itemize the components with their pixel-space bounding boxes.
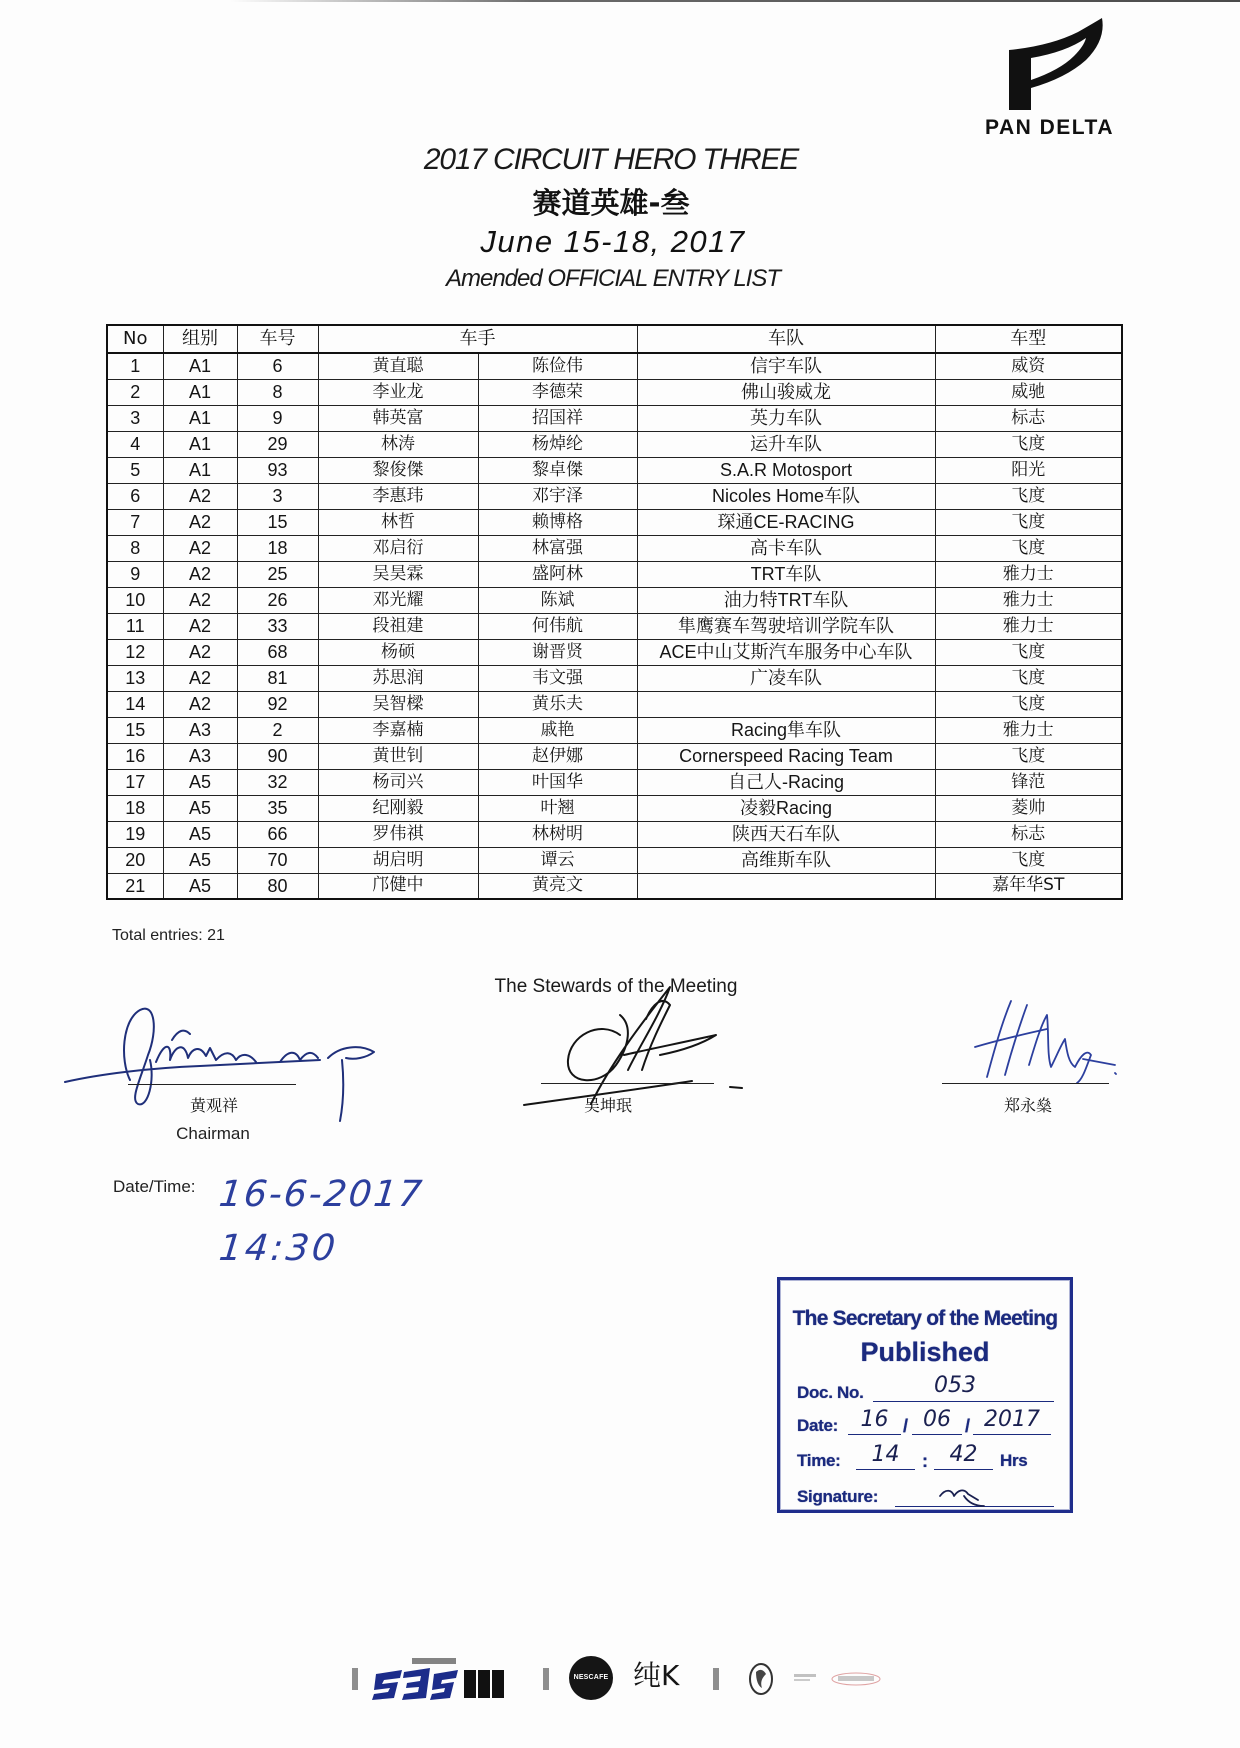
cell-no: 12 bbox=[107, 639, 163, 665]
cell-car-no: 8 bbox=[237, 379, 318, 405]
cell-driver1: 黄世钊 bbox=[318, 743, 478, 769]
chairman-name: 黄观祥 bbox=[189, 1096, 238, 1115]
cell-driver2: 招国祥 bbox=[478, 405, 637, 431]
steward-2-name: 吴坤珉 bbox=[583, 1096, 632, 1115]
col-header-car-no: 车号 bbox=[237, 325, 318, 353]
cell-car-no: 35 bbox=[237, 795, 318, 821]
cell-driver2: 赖博格 bbox=[478, 509, 637, 535]
cell-team: 高卡车队 bbox=[637, 535, 935, 561]
cell-driver1: 吴昊霖 bbox=[318, 561, 478, 587]
cell-car-no: 66 bbox=[237, 821, 318, 847]
stamp-time-separator: : bbox=[922, 1451, 928, 1471]
table-row bbox=[107, 379, 1122, 405]
cell-group: A2 bbox=[163, 691, 237, 717]
stamp-date-month-line bbox=[912, 1434, 962, 1435]
cell-driver2: 黄亮文 bbox=[478, 873, 637, 899]
table-row bbox=[107, 405, 1122, 431]
cell-team: 佛山骏威龙 bbox=[637, 379, 935, 405]
cell-driver2: 李德荣 bbox=[478, 379, 637, 405]
table-row bbox=[107, 795, 1122, 821]
cell-driver1: 邝健中 bbox=[318, 873, 478, 899]
cell-group: A2 bbox=[163, 509, 237, 535]
cell-driver2: 邓宇泽 bbox=[478, 483, 637, 509]
steward-3-signature-line bbox=[942, 1083, 1109, 1084]
cell-model: 嘉年华ST bbox=[935, 873, 1122, 899]
chairman-signature-line bbox=[128, 1084, 296, 1085]
cell-model: 飞度 bbox=[935, 509, 1122, 535]
cell-no: 6 bbox=[107, 483, 163, 509]
cell-driver2: 黎卓傑 bbox=[478, 457, 637, 483]
cell-no: 4 bbox=[107, 431, 163, 457]
cell-driver1: 邓启衍 bbox=[318, 535, 478, 561]
cell-model: 飞度 bbox=[935, 691, 1122, 717]
cell-no: 9 bbox=[107, 561, 163, 587]
cell-driver1: 段祖建 bbox=[318, 613, 478, 639]
k-brand-logo: 纯K bbox=[633, 1659, 680, 1692]
scan-edge-line bbox=[230, 0, 1240, 2]
table-row bbox=[107, 847, 1122, 873]
cell-model: 飞度 bbox=[935, 535, 1122, 561]
cell-car-no: 81 bbox=[237, 665, 318, 691]
handwritten-time: 14:30 bbox=[217, 1228, 341, 1269]
table-row bbox=[107, 873, 1122, 899]
cell-no: 8 bbox=[107, 535, 163, 561]
event-title-chinese: 赛道英雄-叁 bbox=[532, 186, 690, 220]
cell-driver2: 林富强 bbox=[478, 535, 637, 561]
cell-group: A3 bbox=[163, 717, 237, 743]
event-date: June 15-18, 2017 bbox=[480, 224, 746, 259]
cell-driver2: 黄乐夫 bbox=[478, 691, 637, 717]
cell-driver2: 戚艳 bbox=[478, 717, 637, 743]
cell-team bbox=[637, 873, 935, 899]
cell-driver2: 林树明 bbox=[478, 821, 637, 847]
cell-car-no: 15 bbox=[237, 509, 318, 535]
cell-group: A2 bbox=[163, 561, 237, 587]
stamp-status: Published bbox=[860, 1337, 990, 1367]
cell-no: 10 bbox=[107, 587, 163, 613]
stamp-date-year: 2017 bbox=[984, 1407, 1040, 1432]
cell-no: 17 bbox=[107, 769, 163, 795]
cell-driver2: 陈俭伟 bbox=[478, 353, 637, 379]
stamp-time-minute-line bbox=[934, 1469, 993, 1470]
cell-team: Cornerspeed Racing Team bbox=[637, 743, 935, 769]
stamp-date-label: Date: bbox=[797, 1416, 839, 1435]
cell-driver1: 李惠玮 bbox=[318, 483, 478, 509]
table-row bbox=[107, 483, 1122, 509]
cell-car-no: 29 bbox=[237, 431, 318, 457]
sponsor-logo-1-tagline bbox=[412, 1658, 456, 1664]
cell-model: 雅力士 bbox=[935, 587, 1122, 613]
cell-group: A1 bbox=[163, 431, 237, 457]
steward-2-signature-stroke bbox=[524, 987, 742, 1105]
cell-model: 菱帅 bbox=[935, 795, 1122, 821]
cell-driver1: 李业龙 bbox=[318, 379, 478, 405]
cell-model: 威驰 bbox=[935, 379, 1122, 405]
steward-3-name: 郑永燊 bbox=[1003, 1096, 1052, 1115]
cell-group: A1 bbox=[163, 379, 237, 405]
cell-no: 1 bbox=[107, 353, 163, 379]
cell-team: 琛通CE-RACING bbox=[637, 509, 935, 535]
cell-group: A2 bbox=[163, 483, 237, 509]
cell-team bbox=[637, 691, 935, 717]
cell-team: 运升车队 bbox=[637, 431, 935, 457]
cell-team: S.A.R Motosport bbox=[637, 457, 935, 483]
stamp-time-hour: 14 bbox=[871, 1442, 900, 1467]
cell-car-no: 33 bbox=[237, 613, 318, 639]
stamp-doc-line bbox=[873, 1401, 1054, 1402]
table-row bbox=[107, 665, 1122, 691]
cell-team: TRT车队 bbox=[637, 561, 935, 587]
cell-car-no: 92 bbox=[237, 691, 318, 717]
sponsor-logo-1-letter-1 bbox=[372, 1670, 402, 1700]
table-row bbox=[107, 769, 1122, 795]
cell-group: A2 bbox=[163, 587, 237, 613]
cell-no: 15 bbox=[107, 717, 163, 743]
sponsor-tiny-mark bbox=[543, 1668, 549, 1690]
cell-model: 飞度 bbox=[935, 665, 1122, 691]
table-row bbox=[107, 639, 1122, 665]
stamp-doc-number: 053 bbox=[934, 1373, 976, 1398]
cell-model: 飞度 bbox=[935, 639, 1122, 665]
cell-driver2: 谭云 bbox=[478, 847, 637, 873]
cell-driver1: 黄直聪 bbox=[318, 353, 478, 379]
handwritten-date: 16-6-2017 bbox=[217, 1174, 426, 1215]
nescafe-logo: NESCAFE bbox=[569, 1656, 613, 1700]
cell-driver1: 林哲 bbox=[318, 509, 478, 535]
table-row bbox=[107, 561, 1122, 587]
cell-team: 英力车队 bbox=[637, 405, 935, 431]
stamp-date-month: 06 bbox=[923, 1407, 951, 1432]
cell-driver1: 苏思润 bbox=[318, 665, 478, 691]
cell-team: 自己人-Racing bbox=[637, 769, 935, 795]
table-row bbox=[107, 457, 1122, 483]
cell-team: 信宇车队 bbox=[637, 353, 935, 379]
cell-no: 13 bbox=[107, 665, 163, 691]
cell-model: 雅力士 bbox=[935, 613, 1122, 639]
cell-car-no: 93 bbox=[237, 457, 318, 483]
table-row bbox=[107, 717, 1122, 743]
sponsor-logo-1-letter-2 bbox=[402, 1668, 430, 1700]
col-header-model: 车型 bbox=[935, 325, 1122, 353]
steward-3-signature-stroke bbox=[975, 1001, 1116, 1083]
cell-model: 飞度 bbox=[935, 743, 1122, 769]
cell-driver1: 罗伟祺 bbox=[318, 821, 478, 847]
cell-driver2: 何伟航 bbox=[478, 613, 637, 639]
cell-car-no: 90 bbox=[237, 743, 318, 769]
table-row bbox=[107, 691, 1122, 717]
cell-no: 16 bbox=[107, 743, 163, 769]
cell-model: 飞度 bbox=[935, 483, 1122, 509]
cell-driver2: 谢晋贤 bbox=[478, 639, 637, 665]
cell-driver2: 盛阿林 bbox=[478, 561, 637, 587]
cell-team: 隼鹰赛车驾驶培训学院车队 bbox=[637, 613, 935, 639]
cell-group: A5 bbox=[163, 795, 237, 821]
cell-car-no: 70 bbox=[237, 847, 318, 873]
datetime-label: Date/Time: bbox=[113, 1177, 196, 1196]
col-header-drivers: 车手 bbox=[318, 325, 637, 353]
stamp-date-year-line bbox=[973, 1434, 1051, 1435]
cell-driver1: 纪刚毅 bbox=[318, 795, 478, 821]
table-row bbox=[107, 743, 1122, 769]
cell-driver2: 叶国华 bbox=[478, 769, 637, 795]
cell-car-no: 25 bbox=[237, 561, 318, 587]
stamp-time-hour-line bbox=[856, 1469, 915, 1470]
entry-list-table bbox=[106, 324, 1123, 900]
col-header-group: 组别 bbox=[163, 325, 237, 353]
stamp-date-day-line bbox=[848, 1434, 901, 1435]
sponsor-logo-1-glyph-1 bbox=[464, 1670, 476, 1698]
stamp-date-separator: / bbox=[903, 1416, 909, 1436]
cell-group: A5 bbox=[163, 769, 237, 795]
cell-group: A5 bbox=[163, 873, 237, 899]
cell-no: 19 bbox=[107, 821, 163, 847]
table-row bbox=[107, 353, 1122, 379]
cell-no: 5 bbox=[107, 457, 163, 483]
cell-driver1: 李嘉楠 bbox=[318, 717, 478, 743]
cell-model: 标志 bbox=[935, 405, 1122, 431]
cell-car-no: 6 bbox=[237, 353, 318, 379]
sponsor-logo-1-glyph-2 bbox=[478, 1670, 490, 1698]
cell-group: A2 bbox=[163, 665, 237, 691]
cell-model: 雅力士 bbox=[935, 561, 1122, 587]
logo-bar bbox=[1009, 50, 1031, 110]
cell-team: 广凌车队 bbox=[637, 665, 935, 691]
event-title: 2017 CIRCUIT HERO THREE bbox=[423, 143, 799, 176]
cell-no: 18 bbox=[107, 795, 163, 821]
col-header-no: No bbox=[107, 325, 163, 353]
cell-group: A1 bbox=[163, 353, 237, 379]
table-row bbox=[107, 613, 1122, 639]
cell-driver2: 赵伊娜 bbox=[478, 743, 637, 769]
cell-car-no: 9 bbox=[237, 405, 318, 431]
cell-model: 锋范 bbox=[935, 769, 1122, 795]
sponsor-logo-1 bbox=[372, 1656, 506, 1702]
cell-group: A2 bbox=[163, 639, 237, 665]
sponsor-emblem-logo bbox=[748, 1662, 774, 1696]
stamp-date-day: 16 bbox=[860, 1407, 889, 1432]
stewards-heading: The Stewards of the Meeting bbox=[494, 976, 738, 997]
cell-group: A5 bbox=[163, 847, 237, 873]
logo-wordmark: PAN DELTA bbox=[985, 116, 1114, 139]
cell-driver1: 杨硕 bbox=[318, 639, 478, 665]
cell-driver1: 黎俊傑 bbox=[318, 457, 478, 483]
cell-model: 阳光 bbox=[935, 457, 1122, 483]
stamp-date-separator: / bbox=[965, 1416, 971, 1436]
cell-car-no: 18 bbox=[237, 535, 318, 561]
cell-driver1: 杨司兴 bbox=[318, 769, 478, 795]
cell-driver1: 邓光耀 bbox=[318, 587, 478, 613]
table-row bbox=[107, 535, 1122, 561]
chairman-role: Chairman bbox=[176, 1124, 250, 1143]
cell-model: 飞度 bbox=[935, 847, 1122, 873]
sponsor-faint-mark bbox=[838, 1676, 874, 1681]
cell-team: Nicoles Home车队 bbox=[637, 483, 935, 509]
cell-driver1: 胡启明 bbox=[318, 847, 478, 873]
cell-model: 标志 bbox=[935, 821, 1122, 847]
cell-no: 21 bbox=[107, 873, 163, 899]
pan-delta-logo-mark bbox=[1000, 18, 1110, 110]
cell-group: A2 bbox=[163, 613, 237, 639]
cell-no: 7 bbox=[107, 509, 163, 535]
cell-no: 11 bbox=[107, 613, 163, 639]
stamp-signature-label: Signature: bbox=[797, 1487, 879, 1506]
sponsor-logo-1-letter-3 bbox=[430, 1670, 458, 1700]
cell-driver2: 韦文强 bbox=[478, 665, 637, 691]
cell-driver1: 林涛 bbox=[318, 431, 478, 457]
sponsor-emblem-figure bbox=[756, 1670, 766, 1688]
document-subtitle: Amended OFFICIAL ENTRY LIST bbox=[445, 265, 781, 292]
steward-2-signature-line bbox=[541, 1083, 714, 1084]
cell-group: A2 bbox=[163, 535, 237, 561]
cell-driver2: 陈斌 bbox=[478, 587, 637, 613]
table-row bbox=[107, 431, 1122, 457]
cell-team: 陕西天石车队 bbox=[637, 821, 935, 847]
steward-3-signature bbox=[965, 995, 1120, 1085]
cell-car-no: 80 bbox=[237, 873, 318, 899]
sponsor-tiny-mark bbox=[713, 1668, 719, 1690]
cell-model: 飞度 bbox=[935, 431, 1122, 457]
cell-driver1: 吴智樑 bbox=[318, 691, 478, 717]
sponsor-faint-mark bbox=[794, 1679, 810, 1681]
table-row bbox=[107, 587, 1122, 613]
cell-no: 3 bbox=[107, 405, 163, 431]
col-header-team: 车队 bbox=[637, 325, 935, 353]
cell-car-no: 2 bbox=[237, 717, 318, 743]
sponsor-faint-mark bbox=[794, 1674, 816, 1677]
cell-driver1: 韩英富 bbox=[318, 405, 478, 431]
cell-car-no: 68 bbox=[237, 639, 318, 665]
stamp-time-minute: 42 bbox=[949, 1442, 978, 1467]
cell-car-no: 32 bbox=[237, 769, 318, 795]
table-row bbox=[107, 509, 1122, 535]
cell-model: 威资 bbox=[935, 353, 1122, 379]
cell-team: 高维斯车队 bbox=[637, 847, 935, 873]
table-header-row bbox=[107, 325, 1122, 353]
table-row bbox=[107, 821, 1122, 847]
cell-group: A5 bbox=[163, 821, 237, 847]
sponsor-logo-1-glyph-3 bbox=[492, 1670, 504, 1698]
stamp-signature-stroke bbox=[940, 1490, 984, 1506]
cell-model: 雅力士 bbox=[935, 717, 1122, 743]
cell-team: Racing隼车队 bbox=[637, 717, 935, 743]
stamp-time-label: Time: bbox=[797, 1451, 841, 1470]
cell-team: 油力特TRT车队 bbox=[637, 587, 935, 613]
stamp-time-unit: Hrs bbox=[1000, 1451, 1028, 1470]
stamp-doc-label: Doc. No. bbox=[797, 1383, 864, 1402]
cell-team: 凌毅Racing bbox=[637, 795, 935, 821]
cell-driver2: 叶翘 bbox=[478, 795, 637, 821]
stamp-heading: The Secretary of the Meeting bbox=[792, 1307, 1058, 1330]
cell-driver2: 杨焯纶 bbox=[478, 431, 637, 457]
stamp-signature-scribble bbox=[938, 1484, 990, 1510]
cell-team: ACE中山艾斯汽车服务中心车队 bbox=[637, 639, 935, 665]
cell-no: 2 bbox=[107, 379, 163, 405]
total-entries: Total entries: 21 bbox=[112, 927, 225, 944]
table-body bbox=[107, 353, 1122, 899]
cell-group: A1 bbox=[163, 405, 237, 431]
sponsor-faint-logos bbox=[794, 1666, 888, 1690]
cell-group: A1 bbox=[163, 457, 237, 483]
cell-no: 20 bbox=[107, 847, 163, 873]
cell-group: A3 bbox=[163, 743, 237, 769]
sponsor-tiny-mark bbox=[352, 1668, 358, 1690]
cell-car-no: 26 bbox=[237, 587, 318, 613]
cell-car-no: 3 bbox=[237, 483, 318, 509]
secretary-stamp bbox=[777, 1277, 1073, 1513]
cell-no: 14 bbox=[107, 691, 163, 717]
